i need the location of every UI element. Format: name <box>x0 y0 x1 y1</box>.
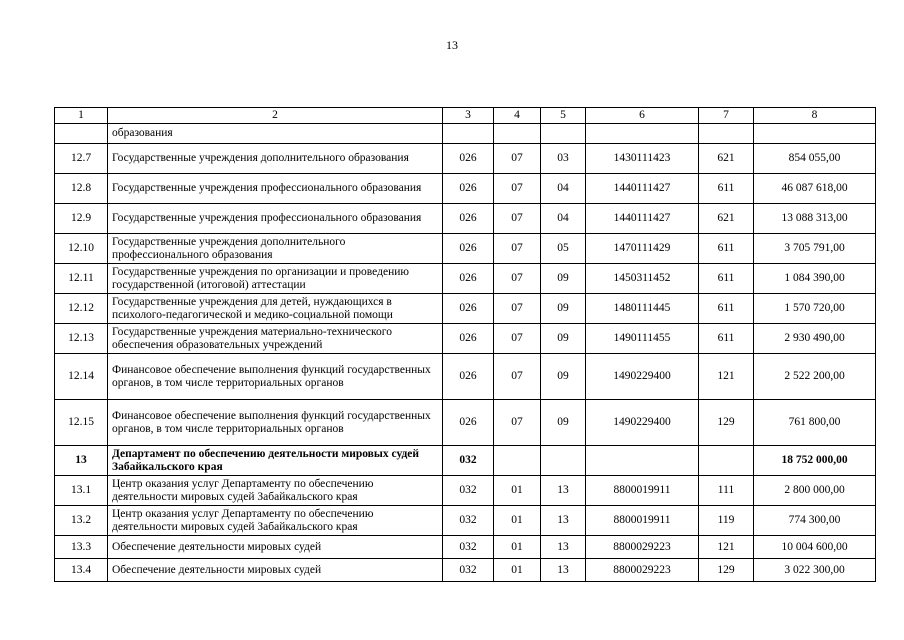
col4-value: 01 <box>494 506 541 536</box>
col3-value: 032 <box>443 476 494 506</box>
col6-value: 1490229400 <box>586 400 699 446</box>
col6-value: 8800019911 <box>586 476 699 506</box>
col5-value: 13 <box>541 506 586 536</box>
col5-value: 05 <box>541 234 586 264</box>
header-cell: 2 <box>108 108 443 124</box>
col7-value: 611 <box>699 264 754 294</box>
col8-value: 2 930 490,00 <box>754 324 876 354</box>
row-name: Государственные учреждения материально-технического обеспечения образовательных учреждений <box>108 324 443 354</box>
row-name: Финансовое обеспечение выполнения функций государственных органов, в том числе территориальных органов <box>108 354 443 400</box>
row-number: 12.13 <box>55 324 108 354</box>
row-name: Государственные учреждения дополнительного профессионального образования <box>108 234 443 264</box>
col7-value: 611 <box>699 234 754 264</box>
col6-value: 1440111427 <box>586 174 699 204</box>
col8-value: 2 522 200,00 <box>754 354 876 400</box>
header-row <box>55 108 876 124</box>
col8-value: 13 088 313,00 <box>754 204 876 234</box>
table-body <box>55 124 876 582</box>
col5-value: 09 <box>541 400 586 446</box>
col6-value: 8800029223 <box>586 559 699 582</box>
row-name: Центр оказания услуг Департаменту по обеспечению деятельности мировых судей Забайкальского края <box>108 476 443 506</box>
row-name: Департамент по обеспечению деятельности мировых судей Забайкальского края <box>108 446 443 476</box>
col4-value: 07 <box>494 174 541 204</box>
col6-value: 1470111429 <box>586 234 699 264</box>
col4-value: 07 <box>494 144 541 174</box>
col5-value: 13 <box>541 536 586 559</box>
table-row <box>55 536 876 559</box>
col7-value: 129 <box>699 400 754 446</box>
col4-value: 01 <box>494 536 541 559</box>
col4-value: 07 <box>494 204 541 234</box>
table-row <box>55 294 876 324</box>
col4-value: 07 <box>494 294 541 324</box>
row-number: 12.7 <box>55 144 108 174</box>
col7-value: 611 <box>699 324 754 354</box>
col6-value: 1440111427 <box>586 204 699 234</box>
col3-value: 032 <box>443 559 494 582</box>
col7-value: 621 <box>699 144 754 174</box>
col3-value: 026 <box>443 400 494 446</box>
col8-value: 761 800,00 <box>754 400 876 446</box>
col7-value: 121 <box>699 354 754 400</box>
table-row <box>55 234 876 264</box>
table-row <box>55 400 876 446</box>
col5-value: 09 <box>541 294 586 324</box>
row-name: Обеспечение деятельности мировых судей <box>108 536 443 559</box>
col7-value: 621 <box>699 204 754 234</box>
row-name: образования <box>108 124 443 144</box>
col7-value: 611 <box>699 174 754 204</box>
col4-value: 07 <box>494 324 541 354</box>
row-name: Государственные учреждения по организации и проведению государственной (итоговой) аттестации <box>108 264 443 294</box>
row-number: 12.8 <box>55 174 108 204</box>
col3-value: 026 <box>443 174 494 204</box>
col8-value: 1 570 720,00 <box>754 294 876 324</box>
row-name: Государственные учреждения профессионального образования <box>108 204 443 234</box>
header-cell: 5 <box>541 108 586 124</box>
row-number: 12.15 <box>55 400 108 446</box>
col7-value: 119 <box>699 506 754 536</box>
row-number: 13.1 <box>55 476 108 506</box>
col7-value <box>699 124 754 144</box>
table-row <box>55 144 876 174</box>
table-row <box>55 124 876 144</box>
col4-value <box>494 124 541 144</box>
header-cell: 1 <box>55 108 108 124</box>
col8-value: 46 087 618,00 <box>754 174 876 204</box>
table-row <box>55 174 876 204</box>
col4-value: 07 <box>494 264 541 294</box>
row-name: Центр оказания услуг Департаменту по обеспечению деятельности мировых судей Забайкальского края <box>108 506 443 536</box>
header-cell: 4 <box>494 108 541 124</box>
col5-value: 04 <box>541 174 586 204</box>
col8-value: 18 752 000,00 <box>754 446 876 476</box>
row-number: 13.4 <box>55 559 108 582</box>
col7-value: 111 <box>699 476 754 506</box>
row-number: 12.9 <box>55 204 108 234</box>
col7-value: 611 <box>699 294 754 324</box>
header-cell: 7 <box>699 108 754 124</box>
col6-value: 1480111445 <box>586 294 699 324</box>
col7-value: 129 <box>699 559 754 582</box>
col5-value: 13 <box>541 559 586 582</box>
table-row <box>55 204 876 234</box>
col3-value: 032 <box>443 506 494 536</box>
header-cell: 6 <box>586 108 699 124</box>
col4-value: 01 <box>494 559 541 582</box>
col3-value: 026 <box>443 264 494 294</box>
col7-value <box>699 446 754 476</box>
row-number: 12.10 <box>55 234 108 264</box>
col5-value <box>541 124 586 144</box>
table-row <box>55 446 876 476</box>
col5-value: 09 <box>541 354 586 400</box>
col3-value <box>443 124 494 144</box>
col6-value: 1450311452 <box>586 264 699 294</box>
col5-value <box>541 446 586 476</box>
col4-value: 07 <box>494 354 541 400</box>
row-name: Государственные учреждения для детей, нуждающихся в психолого-педагогической и медико-социальной помощи <box>108 294 443 324</box>
col3-value: 026 <box>443 324 494 354</box>
row-number: 12.14 <box>55 354 108 400</box>
col6-value: 1430111423 <box>586 144 699 174</box>
col6-value <box>586 446 699 476</box>
table-row <box>55 324 876 354</box>
col3-value: 026 <box>443 294 494 324</box>
table-row <box>55 354 876 400</box>
col5-value: 13 <box>541 476 586 506</box>
col8-value: 2 800 000,00 <box>754 476 876 506</box>
page-number: 13 <box>446 38 458 52</box>
col8-value: 1 084 390,00 <box>754 264 876 294</box>
col8-value: 3 022 300,00 <box>754 559 876 582</box>
col5-value: 03 <box>541 144 586 174</box>
row-name: Финансовое обеспечение выполнения функций государственных органов, в том числе территориальных органов <box>108 400 443 446</box>
col8-value: 10 004 600,00 <box>754 536 876 559</box>
col4-value <box>494 446 541 476</box>
row-number: 12.11 <box>55 264 108 294</box>
col4-value: 07 <box>494 234 541 264</box>
col6-value: 8800029223 <box>586 536 699 559</box>
row-name: Государственные учреждения профессионального образования <box>108 174 443 204</box>
col3-value: 032 <box>443 536 494 559</box>
table-row <box>55 264 876 294</box>
budget-table <box>54 107 876 582</box>
header-cell: 8 <box>754 108 876 124</box>
col3-value: 026 <box>443 204 494 234</box>
col3-value: 026 <box>443 234 494 264</box>
table-row <box>55 506 876 536</box>
table-row <box>55 559 876 582</box>
col8-value <box>754 124 876 144</box>
col6-value: 1490111455 <box>586 324 699 354</box>
row-number <box>55 124 108 144</box>
row-number: 13.2 <box>55 506 108 536</box>
col6-value <box>586 124 699 144</box>
header-cell: 3 <box>443 108 494 124</box>
col3-value: 026 <box>443 354 494 400</box>
row-name: Обеспечение деятельности мировых судей <box>108 559 443 582</box>
col3-value: 032 <box>443 446 494 476</box>
col4-value: 01 <box>494 476 541 506</box>
col7-value: 121 <box>699 536 754 559</box>
col5-value: 09 <box>541 324 586 354</box>
col6-value: 8800019911 <box>586 506 699 536</box>
col3-value: 026 <box>443 144 494 174</box>
table-row <box>55 476 876 506</box>
row-number: 13 <box>55 446 108 476</box>
col8-value: 3 705 791,00 <box>754 234 876 264</box>
col8-value: 854 055,00 <box>754 144 876 174</box>
col8-value: 774 300,00 <box>754 506 876 536</box>
row-number: 12.12 <box>55 294 108 324</box>
row-name: Государственные учреждения дополнительного образования <box>108 144 443 174</box>
col5-value: 04 <box>541 204 586 234</box>
col5-value: 09 <box>541 264 586 294</box>
col4-value: 07 <box>494 400 541 446</box>
col6-value: 1490229400 <box>586 354 699 400</box>
row-number: 13.3 <box>55 536 108 559</box>
